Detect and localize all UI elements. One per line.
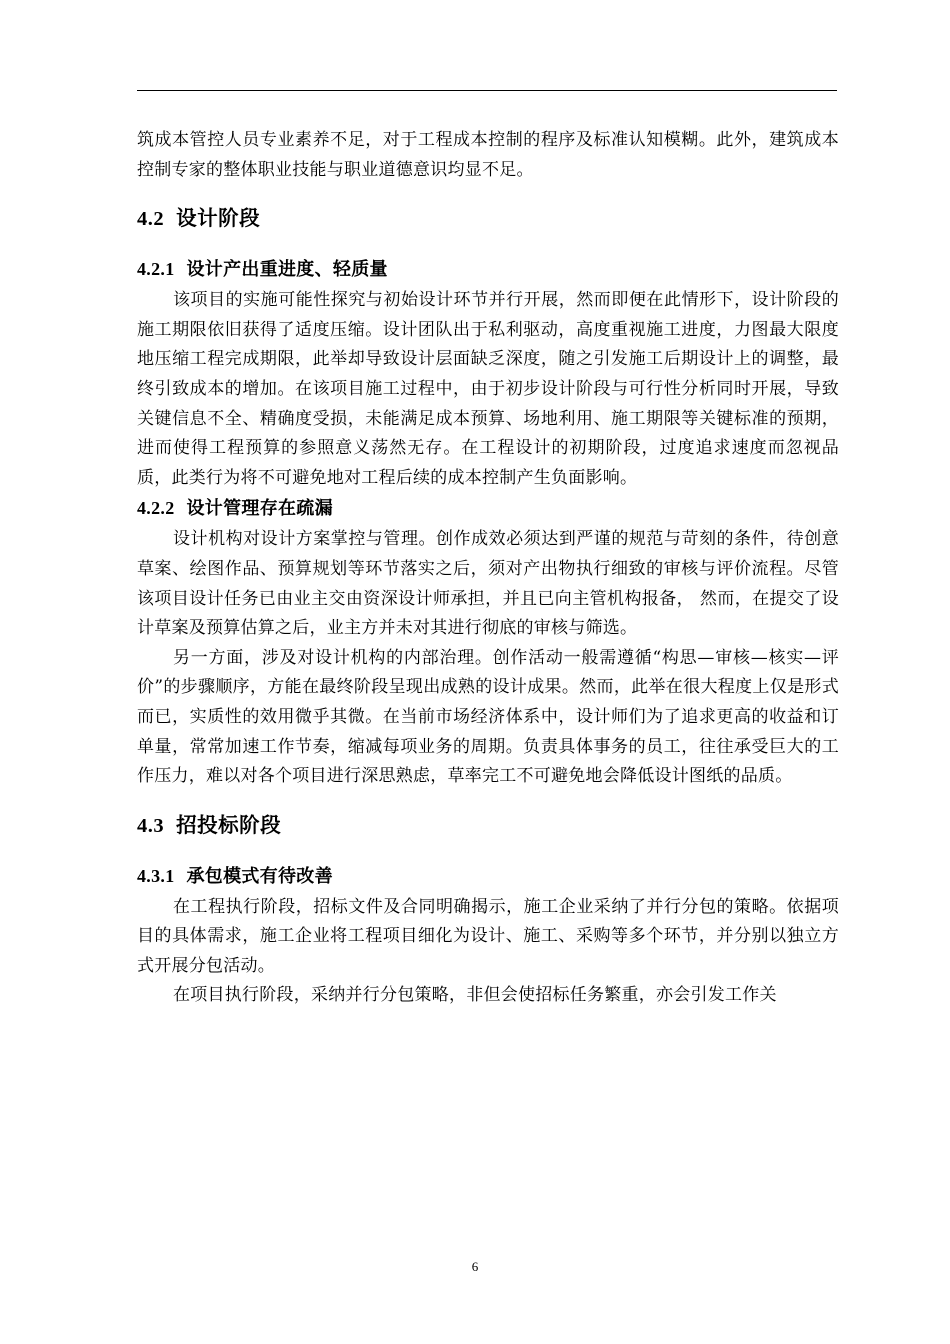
page-content	[137, 126, 839, 1011]
section-heading-4-3	[137, 810, 839, 841]
section-heading-4-2	[137, 203, 839, 234]
subsection-number: 4.2.2	[137, 498, 175, 519]
section-title: 设计阶段	[176, 206, 261, 231]
paragraph-parallel-subcontract: 在项目执行阶段，采纳并行分包策略，非但会使招标任务繁重，亦会引发工作关	[173, 985, 777, 1006]
paragraph-design-management: 设计机构对设计方案掌控与管理。创作成效必须达到严谨的规范与苛刻的条件，待创意草案、绘图作品、预算规划等环节落实之后，须对产出物执行细致的审核与评价流程。尽管该项目设计任务已由业主交由资深设计师承担，并且已向主管机构报备， 然而，在提交了设计草案及预算估算之后，业主方并未对其进行彻底的审核与筛选。	[137, 529, 839, 639]
subsection-heading-4-2-1	[137, 254, 839, 285]
subsection-number: 4.2.1	[137, 259, 175, 280]
section-number: 4.2	[137, 208, 165, 231]
paragraph-design-output: 该项目的实施可能性探究与初始设计环节并行开展，然而即便在此情形下，设计阶段的施工期限依旧获得了适度压缩。设计团队出于私利驱动，高度重视施工进度，力图最大限度地压缩工程完成期限，此举却导致设计层面缺乏深度，随之引发施工后期设计上的调整，最终引致成本的增加。在该项目施工过程中，由于初步设计阶段与可行性分析同时开展，导致关键信息不全、精确度受损，未能满足成本预算、场地利用、施工期限等关键标准的预期，进而使得工程预算的参照意义荡然无存。在工程设计的初期阶段，过度追求速度而忽视品质，此类行为将不可避免地对工程后续的成本控制产生负面影响。	[137, 290, 839, 488]
subsection-heading-4-2-2	[137, 493, 839, 524]
paragraph-continued: 筑成本管控人员专业素养不足，对于工程成本控制的程序及标准认知模糊。此外，建筑成本控制专家的整体职业技能与职业道德意识均显不足。	[137, 130, 839, 180]
header-rule	[137, 90, 837, 91]
paragraph-internal-governance: 另一方面，涉及对设计机构的内部治理。创作活动一般需遵循“构思—审核—核实—评价”的步骤顺序，方能在最终阶段呈现出成熟的设计成果。然而，此举在很大程度上仅是形式而已，实质性的效用微乎其微。在当前市场经济体系中，设计师们为了追求更高的收益和订单量，常常加速工作节奏，缩减每项业务的周期。负责具体事务的员工，往往承受巨大的工作压力，难以对各个项目进行深思熟虑，草率完工不可避免地会降低设计图纸的品质。	[137, 647, 839, 787]
subsection-title: 设计管理存在疏漏	[186, 498, 333, 520]
section-title: 招投标阶段	[176, 812, 282, 837]
page-number: 6	[471, 1259, 479, 1274]
paragraph-contract-mode: 在工程执行阶段，招标文件及合同明确揭示，施工企业采纳了并行分包的策略。依据项目的具体需求，施工企业将工程项目细化为设计、施工、采购等多个环节，并分别以独立方式开展分包活动。	[137, 896, 839, 976]
subsection-heading-4-3-1	[137, 861, 839, 892]
section-number: 4.3	[137, 814, 165, 837]
subsection-title: 设计产出重进度、轻质量	[186, 259, 388, 281]
subsection-title: 承包模式有待改善	[186, 865, 333, 887]
subsection-number: 4.3.1	[137, 865, 175, 886]
